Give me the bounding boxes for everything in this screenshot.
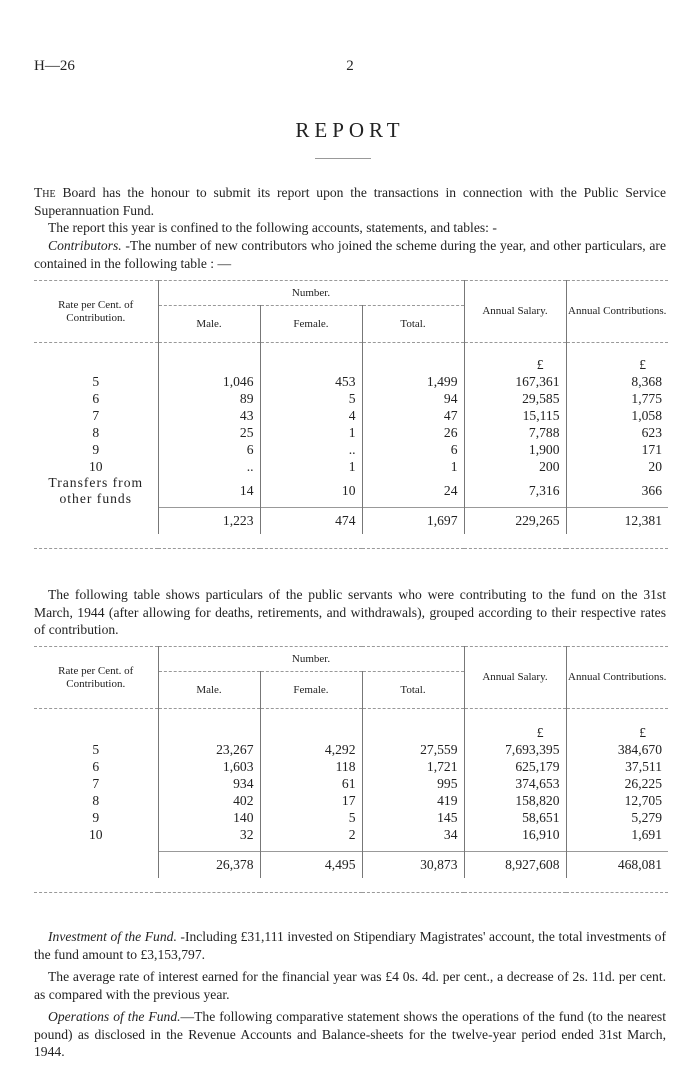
rate-cell: 6 (92, 759, 100, 774)
total-contributions: 468,081 (566, 851, 668, 878)
rate-cell: 6 (92, 391, 100, 406)
male-cell: 89 (158, 390, 260, 407)
salary-cell: 200 (464, 458, 566, 475)
female-cell: 4,292 (260, 741, 362, 758)
salary-cell: 7,788 (464, 424, 566, 441)
contributions-cell: 26,225 (566, 775, 668, 792)
table-row (34, 741, 668, 758)
contributions-cell: 37,511 (566, 758, 668, 775)
salary-unit: £ (464, 343, 566, 374)
total-male: 26,378 (158, 851, 260, 878)
female-cell: 5 (260, 390, 362, 407)
table-row (34, 809, 668, 826)
contributions-cell: 8,368 (566, 373, 668, 390)
total-contributions: 12,381 (566, 507, 668, 534)
page-number: 2 (346, 58, 354, 74)
total-female: 4,495 (260, 851, 362, 878)
contributing-text: The following table shows particulars of the public servants who were contributing to the fund on the 31st March, 1944 (after allowing for deaths, retirements, and withdrawals), grouped according to their respective rates of contribution. (34, 587, 666, 637)
salary-cell: 167,361 (464, 373, 566, 390)
total-cell: 26 (362, 424, 464, 441)
rate-cell: 5 (92, 742, 100, 757)
intro-paragraph (34, 184, 666, 219)
male-cell: 934 (158, 775, 260, 792)
male-cell: 1,603 (158, 758, 260, 775)
total-cell: 47 (362, 407, 464, 424)
total-cell: 27,559 (362, 741, 464, 758)
female-cell: 4 (260, 407, 362, 424)
male-cell: 25 (158, 424, 260, 441)
male-cell: 43 (158, 407, 260, 424)
total-cell: 995 (362, 775, 464, 792)
contributors-by-rate-table (34, 646, 668, 893)
total-male: 1,223 (158, 507, 260, 534)
rate-header: Rate per Cent. of Contribution. (34, 281, 158, 343)
salary-cell: 625,179 (464, 758, 566, 775)
contributions-unit: £ (566, 709, 668, 742)
male-cell: 1,046 (158, 373, 260, 390)
total-cell: 34 (362, 826, 464, 843)
number-header: Number. (158, 281, 464, 306)
rate-cell: 8 (92, 425, 100, 440)
investment-paragraph (34, 928, 666, 963)
table-row (34, 441, 668, 458)
interest-paragraph (34, 968, 666, 1003)
female-cell: 1 (260, 458, 362, 475)
investment-heading: Investment of the Fund. (48, 929, 177, 944)
rate-cell: 10 (88, 459, 103, 474)
contributors-text: -The number of new contributors who joined the scheme during the year, and other particulars, are contained in the following table : — (34, 238, 666, 271)
total-cell: 145 (362, 809, 464, 826)
rate-cell: 9 (92, 810, 100, 825)
total-salary: 229,265 (464, 507, 566, 534)
report-title: REPORT (295, 118, 405, 142)
female-header: Female. (260, 672, 362, 709)
operations-paragraph (34, 1008, 666, 1061)
male-cell: 140 (158, 809, 260, 826)
total-header: Total. (362, 672, 464, 709)
table-row (34, 775, 668, 792)
salary-cell: 15,115 (464, 407, 566, 424)
title-rule (315, 158, 371, 159)
male-cell: 14 (158, 475, 260, 507)
male-cell: .. (158, 458, 260, 475)
contributors-heading: Contributors. (48, 238, 122, 253)
contributions-cell: 366 (566, 475, 668, 507)
salary-unit: £ (464, 709, 566, 742)
total-cell: 419 (362, 792, 464, 809)
female-cell: 5 (260, 809, 362, 826)
female-cell: 453 (260, 373, 362, 390)
salary-header: Annual Salary. (464, 647, 566, 709)
contributions-cell: 384,670 (566, 741, 668, 758)
rate-cell: 5 (92, 374, 100, 389)
table-row (34, 458, 668, 475)
total-cell: 1,499 (362, 373, 464, 390)
table-row (34, 792, 668, 809)
table-row (34, 424, 668, 441)
male-header: Male. (158, 306, 260, 343)
female-cell: 2 (260, 826, 362, 843)
contributions-cell: 1,691 (566, 826, 668, 843)
male-cell: 23,267 (158, 741, 260, 758)
contributions-cell: 623 (566, 424, 668, 441)
female-cell: .. (260, 441, 362, 458)
table-row (34, 758, 668, 775)
contributions-cell: 1,058 (566, 407, 668, 424)
rate-cell: 7 (92, 776, 100, 791)
salary-cell: 16,910 (464, 826, 566, 843)
document-reference: H—26 (34, 58, 75, 74)
total-total: 30,873 (362, 851, 464, 878)
male-cell: 6 (158, 441, 260, 458)
contributions-cell: 5,279 (566, 809, 668, 826)
rate-cell: Transfers from other funds (48, 475, 144, 506)
rate-cell: 9 (92, 442, 100, 457)
total-cell: 6 (362, 441, 464, 458)
salary-header: Annual Salary. (464, 281, 566, 343)
total-cell: 1 (362, 458, 464, 475)
female-cell: 1 (260, 424, 362, 441)
total-header: Total. (362, 306, 464, 343)
contributing-paragraph (34, 586, 666, 639)
salary-cell: 7,316 (464, 475, 566, 507)
intro-lead: The (34, 185, 56, 200)
table-row (34, 407, 668, 424)
contributions-header: Annual Contributions. (566, 647, 668, 709)
investment-text: -Including £31,111 invested on Stipendiary Magistrates' account, the total investments of the fund amount to £3,153,797. (34, 929, 666, 962)
table-row (34, 390, 668, 407)
total-cell: 1,721 (362, 758, 464, 775)
female-cell: 118 (260, 758, 362, 775)
rate-cell: 10 (88, 827, 103, 842)
female-cell: 61 (260, 775, 362, 792)
contributions-unit: £ (566, 343, 668, 374)
salary-cell: 29,585 (464, 390, 566, 407)
number-header: Number. (158, 647, 464, 672)
scope-text: The report this year is confined to the following accounts, statements, and tables: - (48, 220, 497, 235)
male-cell: 32 (158, 826, 260, 843)
female-cell: 10 (260, 475, 362, 507)
intro-text: Board has the honour to submit its report upon the transactions in connection with the Public Service Superannuation Fund. (34, 185, 666, 218)
salary-cell: 1,900 (464, 441, 566, 458)
operations-text: —The following comparative statement shows the operations of the fund (to the nearest pound) as disclosed in the Revenue Accounts and Balance-sheets for the twelve-year period ended 31st March, 1944. (34, 1009, 666, 1059)
interest-text: The average rate of interest earned for the financial year was £4 0s. 4d. per cent., a decrease of 2s. 11d. per cent. as compared with the previous year. (34, 969, 666, 1002)
male-cell: 402 (158, 792, 260, 809)
new-contributors-table (34, 280, 668, 549)
operations-heading: Operations of the Fund. (48, 1009, 181, 1024)
rate-cell: 8 (92, 793, 100, 808)
rate-header: Rate per Cent. of Contribution. (34, 647, 158, 709)
total-salary: 8,927,608 (464, 851, 566, 878)
contributions-cell: 12,705 (566, 792, 668, 809)
contributions-cell: 20 (566, 458, 668, 475)
contributions-cell: 1,775 (566, 390, 668, 407)
rate-cell: 7 (92, 408, 100, 423)
salary-cell: 7,693,395 (464, 741, 566, 758)
total-cell: 94 (362, 390, 464, 407)
total-cell: 24 (362, 475, 464, 507)
total-female: 474 (260, 507, 362, 534)
salary-cell: 58,651 (464, 809, 566, 826)
total-total: 1,697 (362, 507, 464, 534)
female-cell: 17 (260, 792, 362, 809)
contributions-cell: 171 (566, 441, 668, 458)
table-row (34, 373, 668, 390)
table-row (34, 475, 668, 507)
salary-cell: 158,820 (464, 792, 566, 809)
contributors-paragraph (34, 237, 666, 272)
female-header: Female. (260, 306, 362, 343)
scope-paragraph (34, 219, 666, 237)
salary-cell: 374,653 (464, 775, 566, 792)
table-row (34, 826, 668, 843)
contributions-header: Annual Contributions. (566, 281, 668, 343)
male-header: Male. (158, 672, 260, 709)
